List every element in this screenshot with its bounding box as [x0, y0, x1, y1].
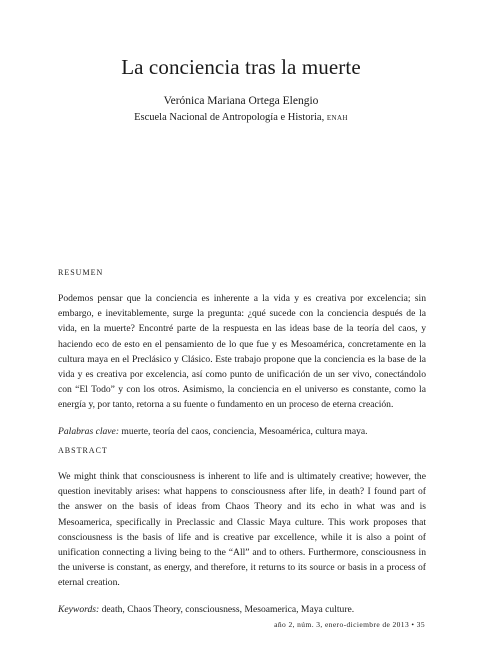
abstract-body: We might think that consciousness is inherent to life and is ultimately creative; however, the question inevitably arises: what happens to consciousness after life, in death? I found part of the answer on the basis of ideas from Chaos Theory and its echo in what was and is Mesoamerica, specifically in Preclassic and Classic Maya culture. This work proposes that consciousness is the basis of life and is creative par excellence, while it is also a point of unification connecting a living being to the “All” and to others. Furthermore, consciousness in the universe is constant, as energy, and therefore, it returns to its source or basis in a process of eternal creation.: [58, 471, 426, 589]
article-author: Verónica Mariana Ortega Elengio: [163, 95, 319, 107]
article-title: La conciencia tras la muerte: [121, 55, 361, 79]
affiliation-abbreviation: ENAH: [326, 114, 348, 122]
abstract-section: [58, 446, 426, 617]
resumen-section: [58, 268, 426, 439]
resumen-keywords-label: Palabras clave:: [58, 425, 120, 437]
page-footer: año 2, núm. 3, enero-diciembre de 2013 • 35: [274, 620, 425, 629]
resumen-heading: RESUMEN: [58, 268, 104, 277]
abstract-keywords: [58, 603, 426, 617]
affiliation-name: Escuela Nacional de Antropología e Historia,: [134, 112, 325, 123]
resumen-keywords-text: muerte, teoría del caos, conciencia, Mesoamérica, cultura maya.: [121, 425, 368, 437]
author-affiliation: [0, 112, 482, 123]
abstract-keywords-text: death, Chaos Theory, consciousness, Mesoamerica, Maya culture.: [101, 603, 355, 615]
resumen-keywords: [58, 425, 426, 439]
resumen-body: Podemos pensar que la conciencia es inherente a la vida y es creativa por excelencia; sin embargo, e inevitablemente, surge la pregunta: ¿qué sucede con la conciencia después de la vida, en la muerte? Encontré parte de la respuesta en las ideas base de la teoría del caos, y haciendo eco de esto en el pensamiento de lo que fue y es Mesoamérica, concretamente en la cultura maya en el Preclásico y Clásico. Este trabajo propone que la conciencia es la base de la vida y es creativa por excelencia, así como punto de unificación de un ser vivo, conectándolo con “El Todo” y con los otros. Asimismo, la conciencia en el universo es constante, como la energía y, por tanto, retorna a su fuente o fundamento en un proceso de eterna creación.: [58, 293, 426, 411]
abstract-keywords-label: Keywords:: [58, 603, 100, 615]
abstract-heading: ABSTRACT: [58, 446, 108, 455]
